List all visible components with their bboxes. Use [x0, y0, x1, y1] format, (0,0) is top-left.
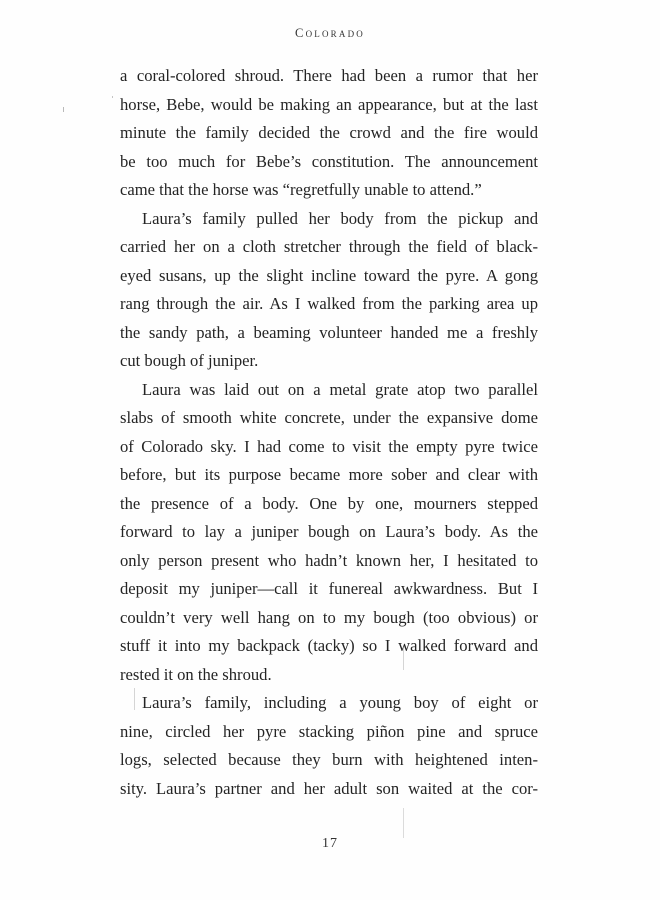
text-line: sity. Laura’s partner and her adult son waited at the cor- [120, 778, 538, 798]
text-line: the sandy path, a beaming volunteer handed me a freshly [120, 322, 538, 342]
text-line: stuff it into my backpack (tacky) so I walked forward and [120, 636, 538, 655]
text-line: cut bough of juniper. [120, 351, 259, 370]
paragraph-first-line: Laura was laid out on a metal grate atop two parallel [142, 379, 538, 399]
running-head: Colorado [295, 26, 365, 40]
text-line: horse, Bebe, would be making an appearance, but at the last [120, 94, 538, 114]
text-line: be too much for Bebe’s constitution. The announcement [120, 151, 538, 171]
paragraph-first-line: Laura’s family, including a young boy of eight or [142, 693, 538, 712]
text-line: rested it on the shroud. [120, 664, 272, 684]
paragraph-first-line: Laura’s family pulled her body from the pickup and [142, 208, 538, 228]
text-line: slabs of smooth white concrete, under the expansive dome [120, 408, 538, 427]
text-line: deposit my juniper—call it funereal awkwardness. But I [120, 579, 538, 598]
scan-mark [63, 107, 64, 112]
text-line: came that the horse was “regretfully unable to attend.” [120, 180, 482, 199]
text-line: forward to lay a juniper bough on Laura’s body. As the [120, 522, 538, 541]
scan-mark [403, 648, 404, 670]
text-line: only person present who hadn’t known her, I hesitated to [120, 550, 538, 570]
scan-mark [112, 96, 113, 98]
text-line: before, but its purpose became more sober and clear with [120, 465, 538, 484]
text-line: nine, circled her pyre stacking piñon pine and spruce [120, 721, 538, 741]
text-line: carried her on a cloth stretcher through the field of black- [120, 237, 538, 256]
scan-mark [403, 808, 404, 838]
text-line: couldn’t very well hang on to my bough (too obvious) or [120, 607, 538, 627]
scan-mark [134, 688, 135, 710]
page-number: 17 [322, 836, 338, 851]
text-line: a coral-colored shroud. There had been a rumor that her [120, 66, 538, 85]
text-line: rang through the air. As I walked from the parking area up [120, 294, 538, 313]
text-line: the presence of a body. One by one, mourners stepped [120, 493, 538, 513]
text-line: logs, selected because they burn with heightened inten- [120, 750, 538, 769]
text-line: eyed susans, up the slight incline toward the pyre. A gong [120, 265, 538, 285]
text-line: minute the family decided the crowd and the fire would [120, 123, 538, 142]
text-line: of Colorado sky. I had come to visit the empty pyre twice [120, 436, 538, 456]
